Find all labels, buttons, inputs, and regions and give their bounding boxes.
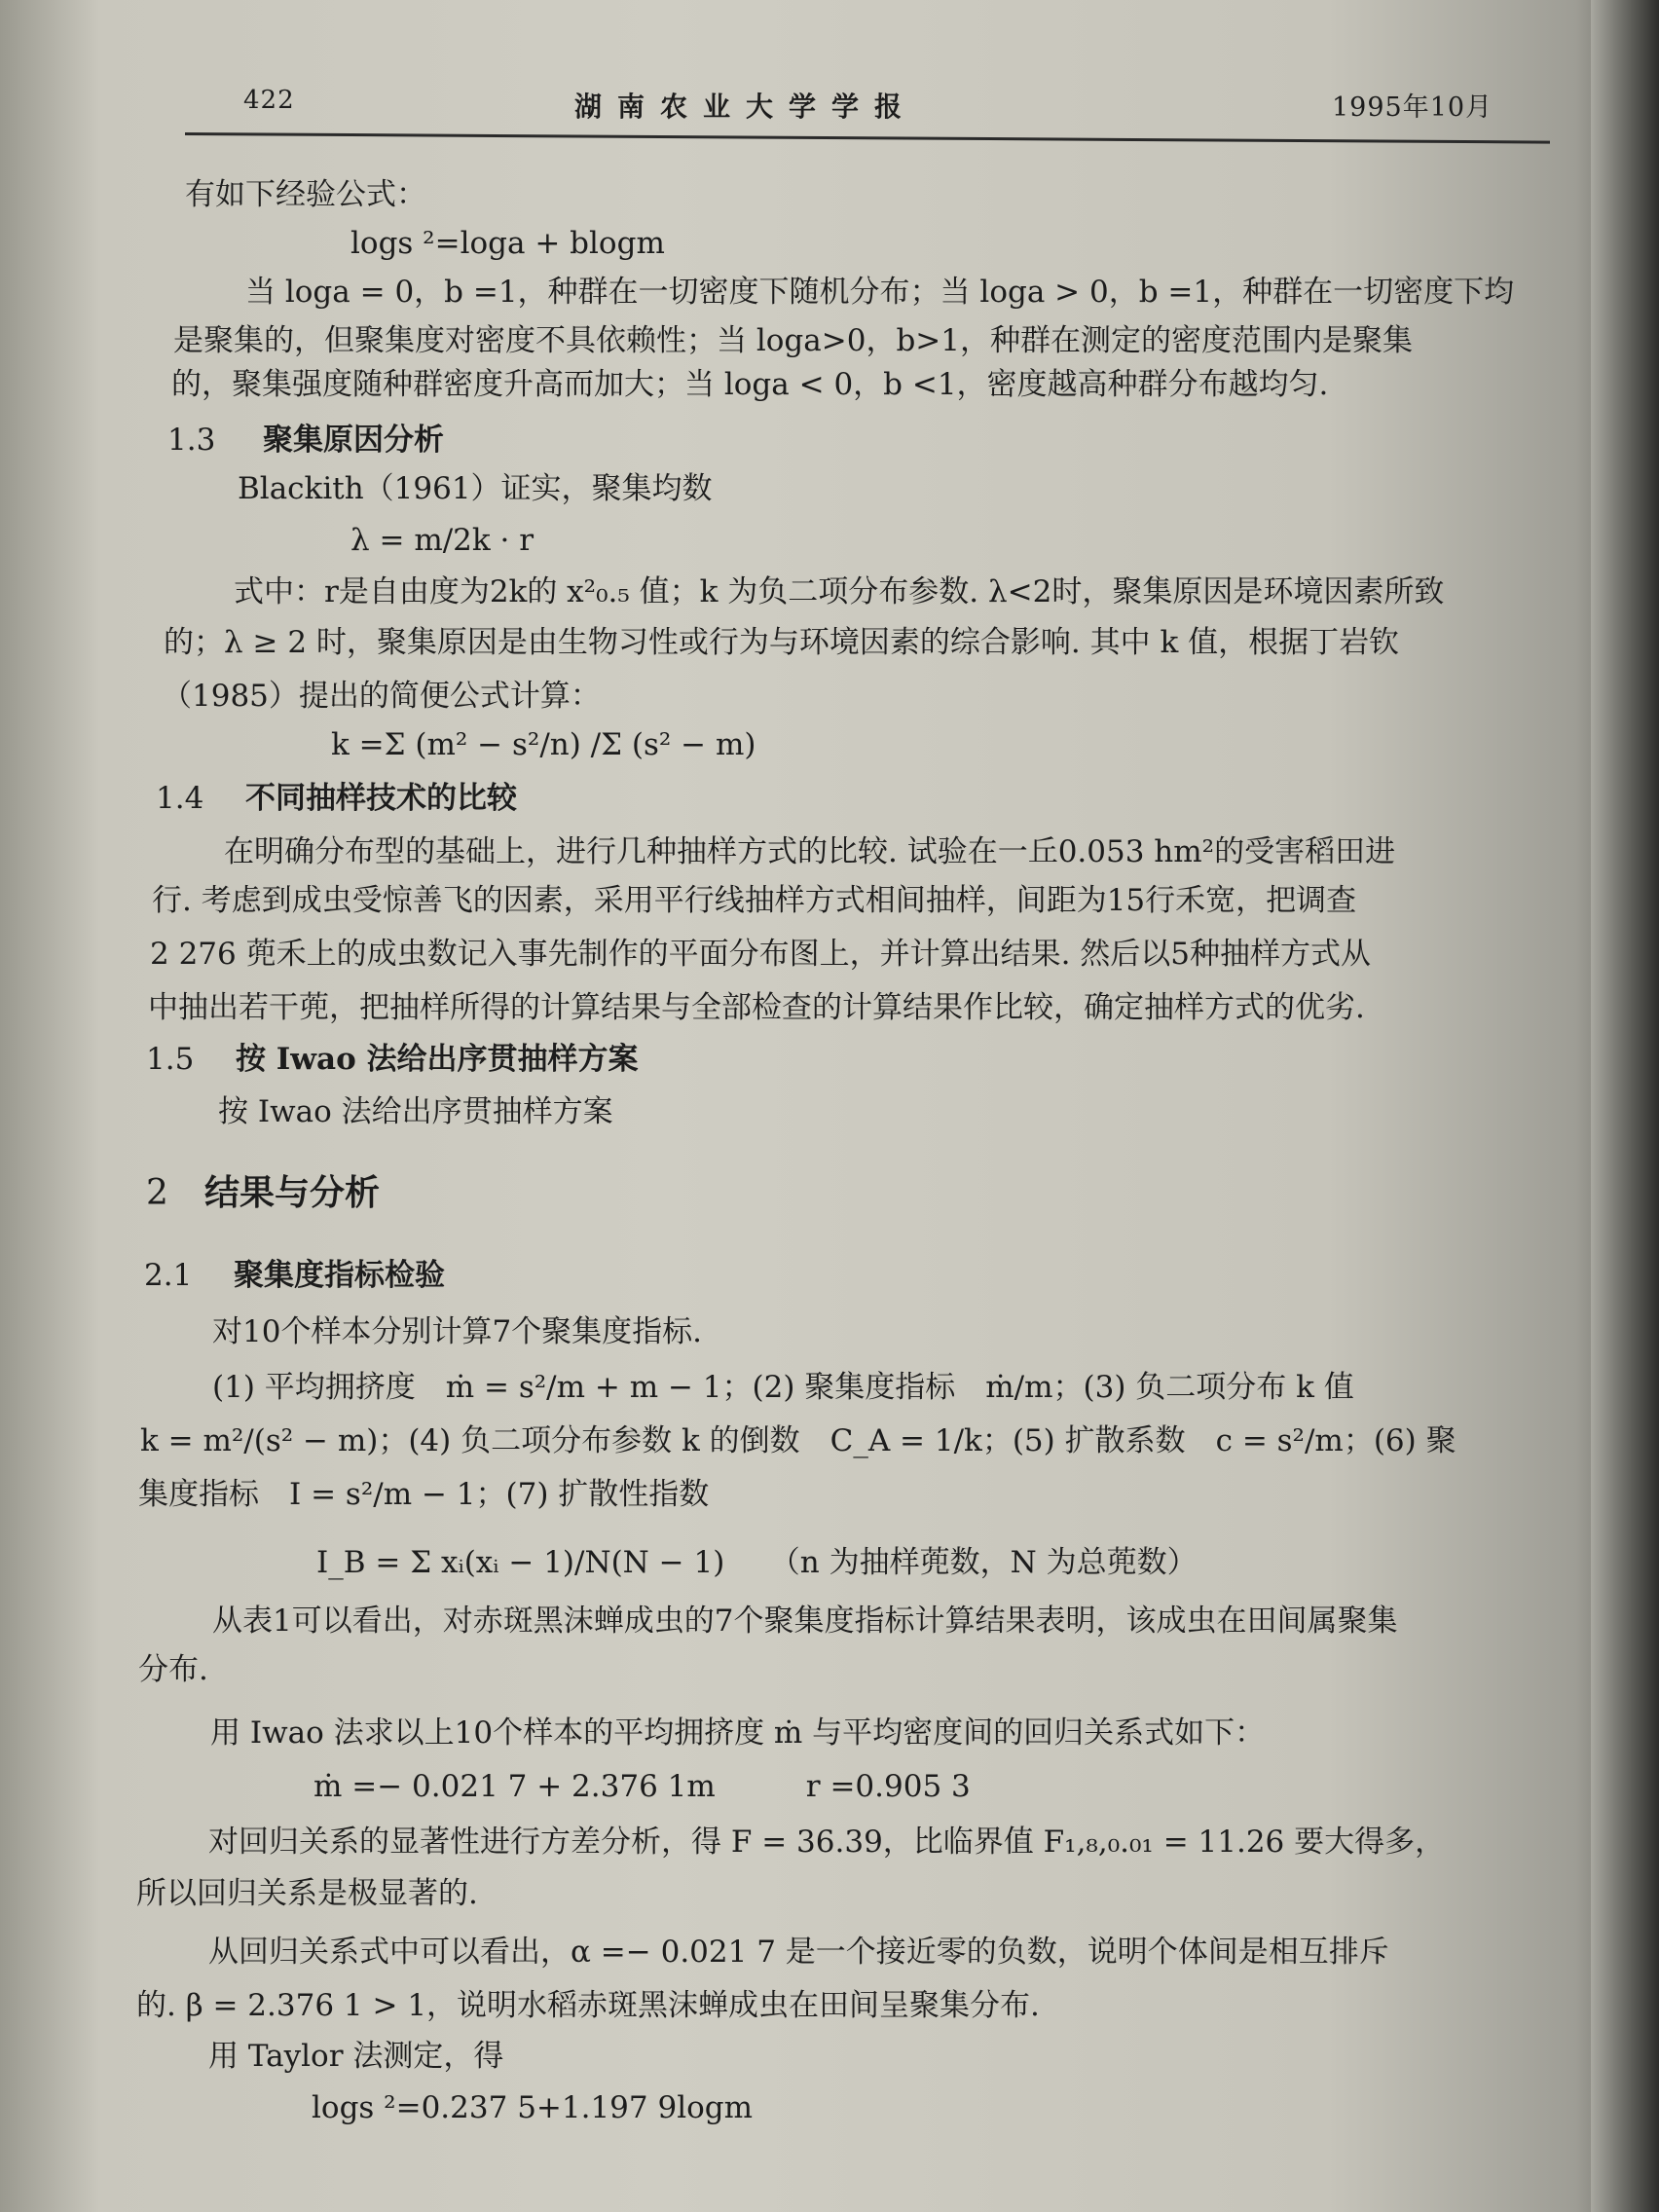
text-line: 是聚集的，但聚集度对密度不具依赖性；当 loga>0，b>1，种群在测定的密度范围内是聚集 [173, 323, 1413, 358]
text-line: 2 276 蔸禾上的成虫数记入事先制作的平面分布图上，并计算出结果. 然后以5种抽样方式从 [150, 937, 1372, 972]
section-heading-2 [146, 1173, 380, 1213]
text-line: (1) 平均拥挤度 ṁ = s²/m + m − 1；(2) 聚集度指标 ṁ/m；(3) 负二项分布 k 值 [212, 1370, 1354, 1405]
text-line: 当 loga = 0，b =1，种群在一切密度下随机分布；当 loga > 0，b =1，种群在一切密度下均 [245, 275, 1515, 310]
journal-title: 湖南农业大学学报 [574, 91, 918, 123]
issue-date: 1995年10月 [1332, 92, 1493, 123]
text-line: 按 Iwao 法给出序贯抽样方案 [218, 1094, 613, 1129]
formula-line: λ = m/2k · r [350, 523, 535, 558]
text-line: （1985）提出的简便公式计算： [162, 679, 601, 714]
section-number: 1.4 [156, 781, 204, 816]
text-line: 从表1可以看出，对赤斑黑沫蝉成虫的7个聚集度指标计算结果表明，该成虫在田间属聚集 [212, 1604, 1398, 1639]
text-line: k = m²/(s² − m)；(4) 负二项分布参数 k 的倒数 C_A = 1/k；(5) 扩散系数 c = s²/m；(6) 聚 [140, 1423, 1456, 1458]
section-title: 不同抽样技术的比较 [245, 781, 517, 816]
text-line: 集度指标 I = s²/m − 1；(7) 扩散性指数 [138, 1477, 710, 1512]
text-line: 对10个样本分别计算7个聚集度指标. [212, 1314, 703, 1349]
text-line: 用 Iwao 法求以上10个样本的平均拥挤度 ṁ 与平均密度间的回归关系式如下： [210, 1715, 1266, 1751]
formula-line: k =Σ (m² − s²/n) /Σ (s² − m) [331, 727, 756, 762]
page-number: 422 [243, 86, 295, 115]
section-number: 1.5 [146, 1042, 195, 1077]
text-line: 有如下经验公式： [185, 177, 426, 212]
text-line: 从回归关系式中可以看出，α =− 0.021 7 是一个接近零的负数，说明个体间是相互排斥 [208, 1935, 1389, 1970]
text-line: 对回归关系的显著性进行方差分析，得 F = 36.39，比临界值 F₁,₈,₀.₀₁ = 11.26 要大得多， [208, 1825, 1446, 1860]
section-number: 2 [146, 1173, 168, 1213]
text-line: 在明确分布型的基础上，进行几种抽样方式的比较. 试验在一丘0.053 hm²的受害稻田进 [224, 834, 1396, 869]
header-rule [185, 132, 1550, 144]
text-line: 用 Taylor 法测定，得 [208, 2039, 504, 2074]
text-line: 行. 考虑到成虫受惊善飞的因素，采用平行线抽样方式相间抽样，间距为15行禾宽，把调查 [152, 883, 1357, 918]
section-heading-2-1 [144, 1256, 445, 1295]
text-line: 所以回归关系是极显著的. [136, 1876, 478, 1911]
section-title: 按 Iwao 法给出序贯抽样方案 [236, 1042, 639, 1077]
text-line: 式中：r是自由度为2k的 x²₀.₅ 值；k 为负二项分布参数. λ<2时，聚集原因是环境因素所致 [234, 574, 1445, 609]
section-number: 1.3 [167, 423, 216, 458]
formula-line: logs ²=0.237 5+1.197 9logm [312, 2090, 754, 2125]
section-heading-1-3 [167, 421, 444, 460]
section-title: 聚集度指标检验 [234, 1258, 445, 1293]
section-number: 2.1 [144, 1258, 193, 1293]
text-line: 的，聚集强度随种群密度升高而加大；当 loga < 0，b <1，密度越高种群分布越均匀. [171, 367, 1329, 402]
section-heading-1-5 [146, 1040, 639, 1079]
formula-line: ṁ =− 0.021 7 + 2.376 1m r =0.905 3 [313, 1769, 971, 1804]
text-line: 中抽出若干蔸，把抽样所得的计算结果与全部检查的计算结果作比较，确定抽样方式的优劣. [148, 990, 1365, 1025]
section-title: 聚集原因分析 [263, 423, 444, 458]
section-title: 结果与分析 [204, 1172, 381, 1213]
text-line: 的. β = 2.376 1 > 1，说明水稻赤斑黑沫蝉成虫在田间呈聚集分布. [136, 1988, 1040, 2023]
formula-line: I_B = Σ xᵢ(xᵢ − 1)/N(N − 1) （n 为抽样蔸数，N 为总蔸数） [316, 1545, 1198, 1580]
formula-line: logs ²=loga + blogm [350, 226, 665, 261]
text-line: Blackith（1961）证实，聚集均数 [238, 471, 713, 506]
text-line: 分布. [138, 1652, 208, 1687]
section-heading-1-4 [156, 779, 517, 818]
text-line: 的；λ ≥ 2 时，聚集原因是由生物习性或行为与环境因素的综合影响. 其中 k 值，根据丁岩钦 [164, 625, 1400, 660]
